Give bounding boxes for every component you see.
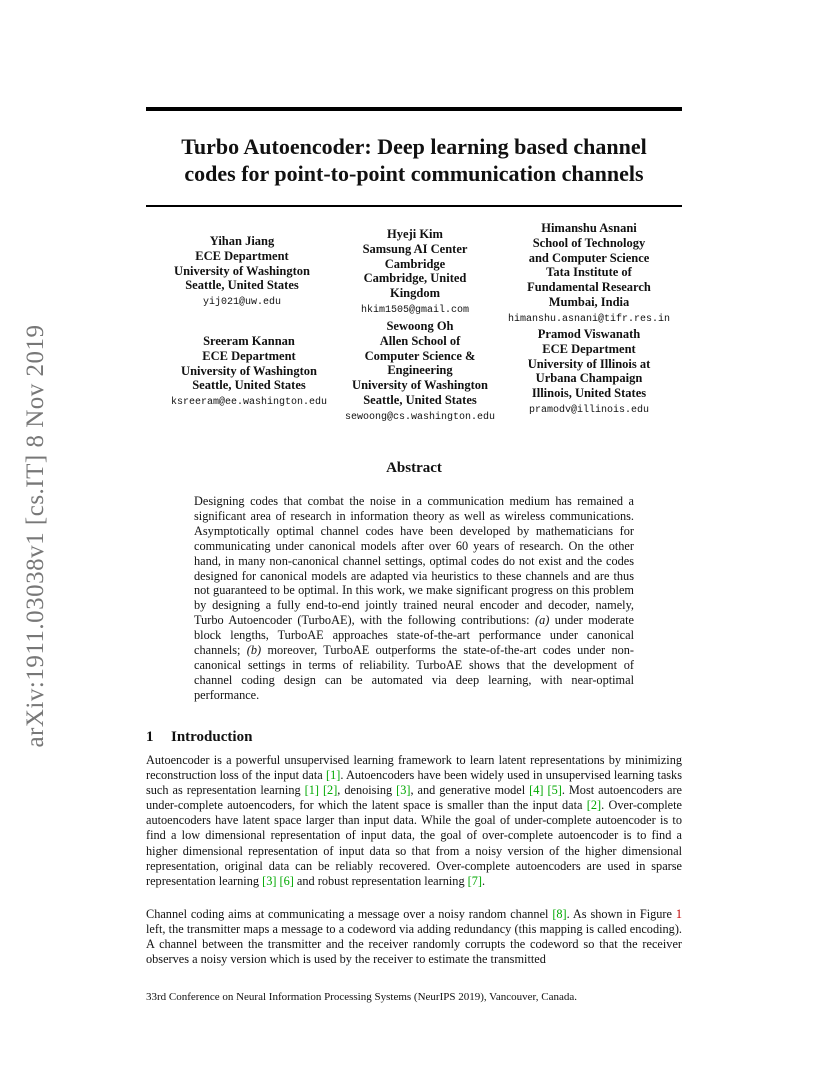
author-block [345, 319, 495, 426]
author-email[interactable]: yij021@uw.edu [202, 297, 281, 309]
author-block [174, 234, 310, 311]
citation-link[interactable]: [2] [322, 783, 338, 798]
author-affiliation: Engineering [387, 363, 453, 378]
author-affiliation: Computer Science & [364, 348, 476, 363]
conference-footnote: 33rd Conference on Neural Information Processing Systems (NeurIPS 2019), Vancouver, Canada. [146, 991, 578, 1003]
author-affiliation: University of Washington [181, 363, 317, 378]
citation-link[interactable]: [5] [547, 783, 562, 798]
author-name: Yihan Jiang [209, 234, 275, 248]
citation-link[interactable]: [7] [467, 873, 483, 888]
intro-paragraph-1 [146, 753, 682, 889]
title-rule-bottom [146, 205, 682, 207]
author-block [508, 221, 670, 328]
contribution-marker: (b) [246, 643, 262, 658]
title-line-2: codes for point-to-point communication channels [184, 161, 644, 186]
body-text: , denoising [337, 783, 397, 798]
author-affiliation: ECE Department [202, 348, 296, 363]
contribution-marker: (a) [534, 613, 550, 628]
citation-link[interactable]: [3] [262, 873, 277, 888]
author-email[interactable]: hkim1505@gmail.com [360, 304, 470, 316]
abstract-text: Designing codes that combat the noise in a communication medium has remained a significant area of research in information theory as well as wireless communications. Asymptotically optimal channel codes have been developed by mathematicians for communicating under canonical models after over 60 years of research. On the other hand, in many non-canonical channel settings, optimal codes do not exist and the codes designed for canonical models are adapted via heuristics to these channels and are thus not guaranteed to be optimal. In this work, we make significant progress on this problem by designing a fully end-to-end jointly trained neural encoder and decoder, namely, Turbo Autoencoder (TurboAE), with the following contributions: [194, 494, 634, 628]
body-text: . As shown in Figure [566, 907, 676, 921]
author-affiliation: School of Technology [532, 235, 646, 250]
author-affiliation: Cambridge [384, 256, 446, 271]
author-name: Hyeji Kim [387, 227, 443, 241]
body-text: left, the transmitter maps a message to a codeword via adding redundancy (this mapping is called encoding). A channel between the transmitter and the receiver randomly corrupts the codeword so that the receiver observes a noisy version which is used by the receiver to estimate the transmitted [146, 922, 682, 967]
author-email[interactable]: ksreeram@ee.washington.edu [170, 397, 328, 409]
body-text: Channel coding aims at communicating a message over a noisy random channel [146, 907, 553, 921]
citation-link[interactable]: [1] [325, 768, 341, 783]
abstract-text: under moderate block lengths, TurboAE approaches state-of-the-art performance under canonical channels; [194, 613, 634, 658]
author-name: Pramod Viswanath [537, 327, 641, 341]
abstract-text: moreover, TurboAE outperforms the state-of-the-art codes under non-canonical settings in terms of reliability. TurboAE shows that the development of channel coding design can be automated via deep learning, with near-optimal performance. [194, 643, 634, 702]
author-affiliation: University of Washington [174, 263, 310, 278]
intro-paragraph-2 [146, 907, 682, 967]
body-text: . [482, 873, 486, 888]
body-text: . Autoencoders have been widely used in unsupervised learning tasks such as representation learning [146, 768, 682, 798]
author-affiliation: Cambridge, United [363, 271, 467, 286]
author-name: Himanshu Asnani [541, 221, 637, 235]
body-text: , and generative model [410, 783, 530, 798]
author-name: Sewoong Oh [386, 319, 454, 333]
author-affiliation: Seattle, United States [363, 392, 477, 407]
author-affiliation: University of Illinois at [527, 356, 651, 371]
author-affiliation: Kingdom [389, 286, 440, 301]
abstract-body [194, 494, 634, 703]
body-text: Autoencoder is a powerful unsupervised learning framework to learn latent representations by minimizing reconstruction loss of the input data [146, 753, 682, 783]
author-affiliation: Mumbai, India [548, 294, 630, 309]
author-affiliation: ECE Department [542, 341, 636, 356]
author-block [171, 334, 327, 411]
body-text: . Over-complete autoencoders have latent space larger than input data. While the goal of under-complete autoencoder is to find a low dimensional representation of input data, the goal of over-complete autoencoder is to find a higher dimensional representation of input data so that from a noisy version of the higher dimensional representation, original data can be reliably recovered. Over-complete autoencoders are used in sparse representation learning [146, 798, 682, 888]
citation-link[interactable]: [6] [279, 873, 294, 888]
author-block [361, 227, 469, 319]
abstract-heading: Abstract [386, 460, 442, 476]
arxiv-stamp-text: arXiv:1911.03038v1 [cs.IT] 8 Nov 2019 [22, 324, 49, 748]
section-number: 1 [146, 729, 154, 745]
figure-reference-link[interactable]: 1 [675, 907, 682, 921]
author-email[interactable]: himanshu.asnani@tifr.res.in [507, 313, 671, 325]
author-affiliation: Samsung AI Center [362, 241, 468, 256]
author-affiliation: Seattle, United States [192, 378, 306, 393]
author-affiliation: Urbana Champaign [535, 371, 643, 386]
citation-link[interactable]: [8] [552, 907, 567, 921]
citation-link[interactable]: [4] [529, 783, 544, 798]
author-affiliation: Seattle, United States [185, 278, 299, 293]
author-affiliation: Allen School of [379, 333, 461, 348]
title-rule-top [146, 107, 682, 111]
author-block [528, 327, 651, 419]
author-affiliation: Tata Institute of [546, 265, 632, 280]
body-text: and robust representation learning [293, 873, 468, 888]
author-affiliation: University of Washington [352, 378, 488, 393]
author-affiliation: Fundamental Research [527, 280, 651, 295]
title-line-1: Turbo Autoencoder: Deep learning based channel [181, 134, 647, 159]
citation-link[interactable]: [3] [396, 783, 411, 798]
citation-link[interactable]: [2] [586, 798, 602, 813]
section-heading [146, 729, 252, 746]
author-affiliation: ECE Department [195, 248, 289, 263]
author-affiliation: and Computer Science [528, 250, 650, 265]
citation-link[interactable]: [1] [304, 783, 319, 798]
section-title: Introduction [171, 729, 253, 745]
author-email[interactable]: sewoong@cs.washington.edu [344, 411, 496, 423]
author-name: Sreeram Kannan [203, 334, 295, 348]
paper-title [146, 133, 682, 187]
author-affiliation: Illinois, United States [531, 386, 647, 401]
author-email[interactable]: pramodv@illinois.edu [528, 404, 650, 416]
body-text: . Most autoencoders are under-complete autoencoders, for which the latent space is smaller than the input data [146, 783, 682, 813]
